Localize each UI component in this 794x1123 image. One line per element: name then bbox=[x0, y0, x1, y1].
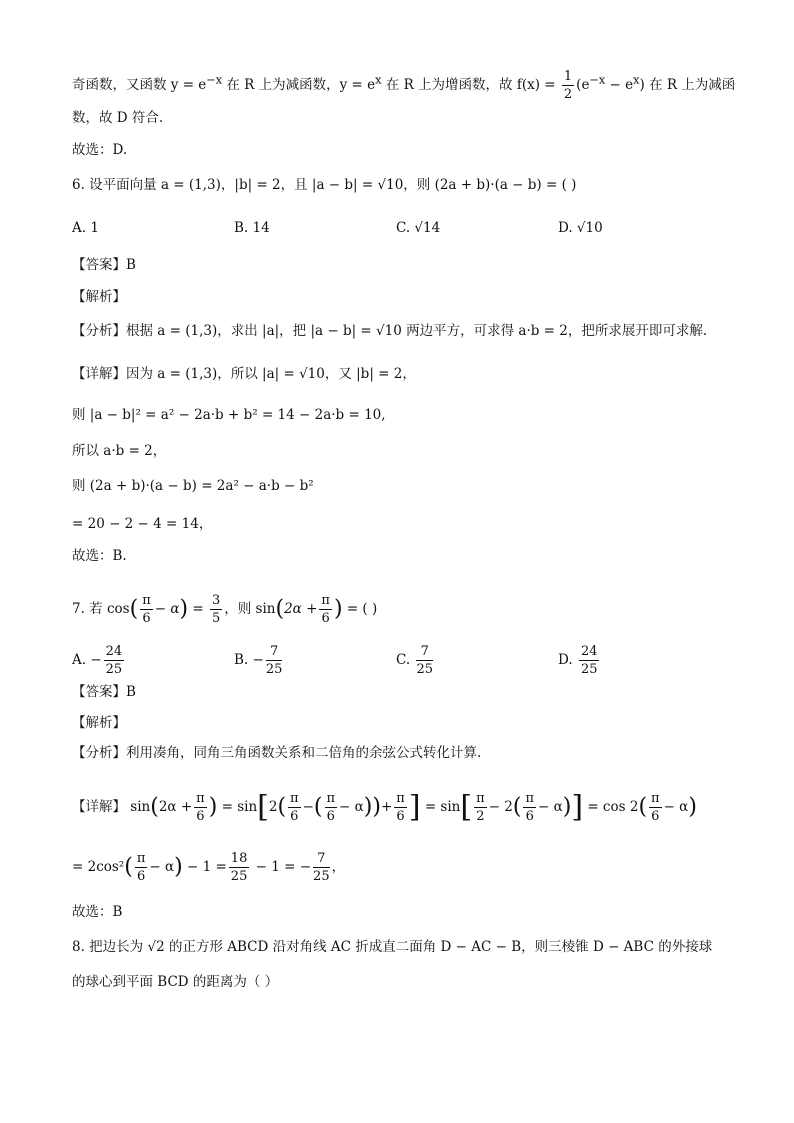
fraction bbox=[194, 790, 207, 825]
denominator: 25 bbox=[105, 662, 123, 677]
text-segment: 7. 若 cos bbox=[72, 601, 130, 617]
bracket-open: [ bbox=[460, 789, 473, 825]
fraction bbox=[579, 643, 600, 678]
text-segment: = ( ) bbox=[346, 601, 378, 617]
numerator: 18 bbox=[230, 851, 248, 866]
paren-close: ) bbox=[688, 794, 697, 820]
paren-open: ( bbox=[277, 794, 287, 820]
detail-6-line-5: = 20 − 2 − 4 = 14， bbox=[72, 516, 213, 532]
exponent: x bbox=[633, 73, 640, 87]
numerator: 1 bbox=[563, 69, 573, 84]
denominator: 25 bbox=[230, 869, 248, 884]
fraction bbox=[416, 643, 433, 678]
numerator: π bbox=[196, 791, 205, 806]
answer-7: 【答案】B bbox=[72, 684, 136, 700]
text-segment: 在 R 上为增函数，故 f(x) = bbox=[381, 77, 556, 93]
q6-option-d: D. √10 bbox=[558, 220, 603, 236]
q7-option-a: A. − $\frac{24}{25}$ bbox=[72, 644, 123, 677]
text-line-1 bbox=[72, 68, 735, 103]
fraction bbox=[313, 850, 330, 885]
fraction bbox=[523, 790, 536, 825]
option-letter: C. bbox=[396, 652, 411, 668]
question-6-stem: 6. 设平面向量 a = (1,3)，|b| = 2，且 |a − b| = √10，则 (2a + b)·(a − b) = ( ) bbox=[72, 177, 577, 193]
numerator: π bbox=[476, 791, 485, 806]
q7-option-c bbox=[396, 643, 435, 678]
text-segment: (e bbox=[576, 77, 590, 93]
denominator: 6 bbox=[326, 809, 335, 824]
numerator: π bbox=[396, 791, 405, 806]
paren-open: ( bbox=[313, 794, 323, 820]
numerator: 7 bbox=[266, 643, 283, 661]
detail-6-line-1: 【详解】因为 a = (1,3)，所以 |a| = √10，又 |b| = 2， bbox=[72, 366, 416, 382]
fraction bbox=[210, 592, 222, 627]
paren-open: ( bbox=[124, 854, 133, 880]
fraction bbox=[288, 790, 301, 825]
bracket-close: ] bbox=[571, 789, 584, 825]
text-line-3: 故选：D. bbox=[72, 142, 128, 158]
text-segment: − 1 = bbox=[187, 859, 227, 875]
analysis-7-heading: 【解析】 bbox=[72, 715, 126, 731]
denominator: 6 bbox=[136, 869, 146, 884]
fraction bbox=[104, 643, 125, 678]
denominator: 25 bbox=[580, 662, 598, 677]
detail-6-line-4: 则 (2a + b)·(a − b) = 2a² − a·b − b² bbox=[72, 478, 314, 494]
numerator: π bbox=[525, 791, 534, 806]
numerator: 7 bbox=[313, 850, 330, 868]
q7-option-b: B. − $\frac{7}{25}$ bbox=[234, 644, 283, 677]
paren-open: ( bbox=[638, 794, 648, 820]
denominator: 6 bbox=[396, 809, 405, 824]
paren-close: )) bbox=[363, 794, 381, 820]
bracket-close: ] bbox=[408, 789, 421, 825]
numerator: π bbox=[651, 791, 660, 806]
denominator: 2 bbox=[563, 87, 573, 102]
paren-close: ) bbox=[174, 854, 183, 880]
paren-close: ) bbox=[333, 596, 343, 622]
q7-option-d bbox=[558, 643, 601, 678]
bracket-open: [ bbox=[257, 789, 269, 825]
fraction bbox=[562, 68, 574, 103]
text-segment: 奇函数，又函数 y = e bbox=[72, 77, 207, 93]
fraction bbox=[140, 592, 153, 627]
text-segment: 在 R 上为减函数，y = e bbox=[222, 77, 376, 93]
detail-6-line-6: 故选：B. bbox=[72, 548, 127, 564]
option-letter: D. bbox=[558, 652, 573, 668]
numerator: π bbox=[136, 851, 146, 866]
text-segment: ) 在 R 上为减函 bbox=[639, 77, 736, 93]
fraction bbox=[319, 592, 332, 627]
question-8-line-1: 8. 把边长为 √2 的正方形 ABCD 沿对角线 AC 折成直二面角 D − AC − B，则三棱锥 D − ABC 的外接球 bbox=[72, 939, 713, 955]
answer-6: 【答案】B bbox=[72, 257, 136, 273]
q6-option-a: A. 1 bbox=[72, 220, 99, 236]
detail-6-line-3: 所以 a·b = 2， bbox=[72, 443, 167, 459]
text-segment: = 2cos² bbox=[72, 859, 125, 875]
numerator: 24 bbox=[105, 644, 123, 659]
numerator: 3 bbox=[211, 593, 221, 608]
option-letter: A. bbox=[72, 652, 87, 668]
denominator: 6 bbox=[321, 611, 330, 626]
text-segment: − e bbox=[605, 77, 634, 93]
paren-open: ( bbox=[512, 794, 522, 820]
paren-open: ( bbox=[275, 596, 285, 622]
exponent: −x bbox=[589, 73, 606, 87]
paren-open: ( bbox=[129, 596, 139, 622]
numerator: 24 bbox=[580, 644, 598, 659]
question-7-stem: 7. 若 cos( $\frac{\pi}{6}$ − α) = $\frac{3}{5}$ ，则 sin(2α + $\frac{\pi}{6}$ ) = ( ) bbox=[72, 593, 378, 626]
denominator: 25 bbox=[265, 662, 283, 677]
fraction bbox=[394, 790, 407, 825]
exponent: −x bbox=[206, 73, 223, 87]
fraction bbox=[325, 790, 338, 825]
text-segment: sin bbox=[130, 799, 151, 815]
fraction bbox=[474, 790, 487, 825]
text-segment: = sin bbox=[221, 799, 258, 815]
fraction bbox=[229, 850, 250, 885]
text-segment: = cos 2 bbox=[587, 799, 639, 815]
denominator: 2 bbox=[476, 809, 485, 824]
paren-close: ) bbox=[562, 794, 572, 820]
numerator: π bbox=[326, 791, 336, 806]
paren-close: ) bbox=[179, 596, 189, 622]
numerator: 7 bbox=[416, 643, 433, 661]
detail-7-equation-2: = 2cos²( $\frac{\pi}{6}$ − α) − 1 = $\frac{18}{25}$ − 1 = − $\frac{7}{25}$ ， bbox=[72, 851, 346, 884]
denominator: 25 bbox=[416, 662, 433, 677]
denominator: 6 bbox=[142, 611, 151, 626]
text-segment: = sin bbox=[424, 799, 461, 815]
fraction bbox=[266, 643, 283, 678]
detail-6-line-2: 则 |a − b|² = a² − 2a·b + b² = 14 − 2a·b = 10, bbox=[72, 407, 386, 423]
analysis-6-heading: 【解析】 bbox=[72, 289, 126, 305]
numerator: π bbox=[321, 593, 330, 608]
fraction bbox=[649, 790, 662, 825]
analysis-6-summary: 【分析】根据 a = (1,3)，求出 |a|，把 |a − b| = √10 两边平方，可求得 a·b = 2，把所求展开即可求解. bbox=[72, 323, 708, 339]
q6-option-c: C. √14 bbox=[396, 220, 441, 236]
denominator: 5 bbox=[211, 611, 221, 626]
question-8-line-2: 的球心到平面 BCD 的距离为（ ） bbox=[72, 974, 279, 990]
denominator: 6 bbox=[196, 809, 205, 824]
denominator: 25 bbox=[313, 869, 330, 884]
fraction bbox=[135, 850, 148, 885]
paren-close: ) bbox=[208, 794, 218, 820]
paren-open: ( bbox=[150, 794, 159, 820]
denominator: 6 bbox=[525, 809, 534, 824]
text-segment: − α bbox=[154, 601, 180, 617]
denominator: 6 bbox=[290, 809, 299, 824]
text-segment: 2α + bbox=[284, 601, 318, 617]
text-segment: ，则 sin bbox=[224, 601, 276, 617]
numerator: π bbox=[290, 791, 299, 806]
q6-option-b: B. 14 bbox=[234, 220, 270, 236]
detail-7-conclusion: 故选：B bbox=[72, 904, 123, 920]
detail-7-equation-1: 【详解】 sin(2α + $\frac{\pi}{6}$ ) = sin[2( $\frac{\pi}{6}$ −( $\frac{\pi}{6}$ − α))+ $\frac{\pi}{6}$ ] = sin[ $\frac{\pi}{2}$ − 2( $\frac{\pi}{6}$ − α)] = cos 2( $\frac{\pi}{6}$ − α) bbox=[72, 789, 697, 825]
exponent: x bbox=[375, 73, 382, 87]
option-letter: B. bbox=[234, 652, 249, 668]
text-segment: − 1 = − bbox=[255, 859, 312, 875]
numerator: π bbox=[142, 593, 151, 608]
analysis-7-summary: 【分析】利用凑角，同角三角函数关系和二倍角的余弦公式转化计算. bbox=[72, 745, 482, 761]
detail-tag: 【详解】 bbox=[72, 799, 126, 815]
denominator: 6 bbox=[651, 809, 660, 824]
text-line-2: 数，故 D 符合. bbox=[72, 110, 164, 126]
